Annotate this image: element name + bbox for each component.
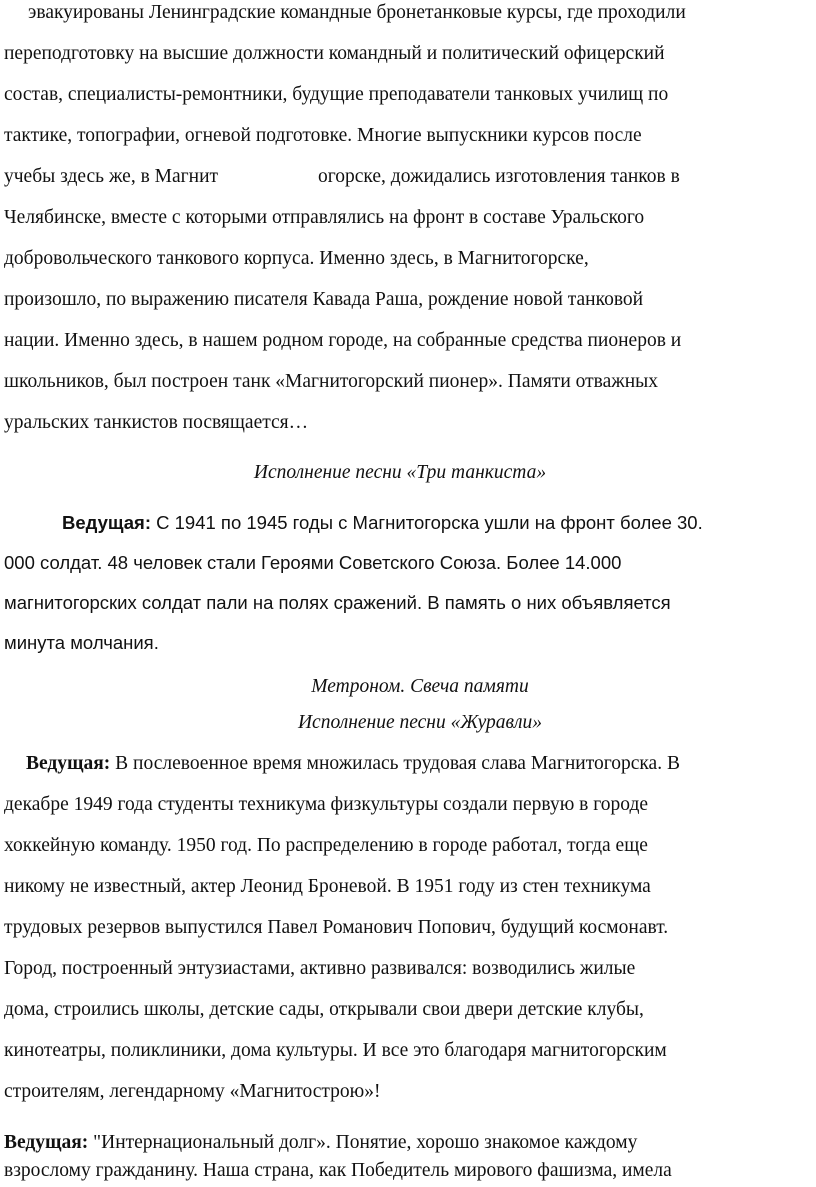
paragraph-line: добровольческого танкового корпуса. Именно здесь, в Магнитогорске, [4,248,589,269]
paragraph-line: дома, строились школы, детские сады, открывали свои двери детские клубы, [4,999,644,1020]
paragraph-line: хоккейную команду. 1950 год. По распределению в городе работал, тогда еще [4,835,648,856]
paragraph-line: огорске, дожидались изготовления танков в [318,166,680,187]
stage-direction-song-1: Исполнение песни «Три танкиста» [253,462,547,483]
paragraph-line: нации. Именно здесь, в нашем родном городе, на собранные средства пионеров и [4,330,682,351]
paragraph-line: уральских танкистов посвящается… [4,412,309,433]
paragraph-line: трудовых резервов выпустился Павел Романович Попович, будущий космонавт. [4,917,669,938]
paragraph-line: 000 солдат. 48 человек стали Героями Советского Союза. Более 14.000 [4,552,622,573]
paragraph-line: никому не известный, актер Леонид Броневой. В 1951 году из стен техникума [4,876,651,897]
speaker-label: Ведущая: [26,753,111,774]
paragraph-line: взрослому гражданину. Наша страна, как Победитель мирового фашизма, имела [4,1160,672,1181]
paragraph-line: учебы здесь же, в Магнит [4,166,219,187]
paragraph-line: школьников, был построен танк «Магнитогорский пионер». Памяти отважных [4,371,659,392]
paragraph-line: состав, специалисты-ремонтники, будущие преподаватели танковых училищ по [4,84,669,105]
paragraph-line: произошло, по выражению писателя Кавада Раша, рождение новой танковой [4,289,644,310]
paragraph-line: тактике, топографии, огневой подготовке. Многие выпускники курсов после [4,125,642,146]
paragraph-line: магнитогорских солдат пали на полях сражений. В память о них объявляется [4,592,671,613]
speaker-label: Ведущая: [62,512,151,533]
paragraph-line: строителям, легендарному «Магнитострою»! [4,1081,381,1102]
paragraph-line: эвакуированы Ленинградские командные бронетанковые курсы, где проходили [28,2,686,23]
stage-direction-metronome: Метроном. Свеча памяти [311,676,529,697]
paragraph-line: кинотеатры, поликлиники, дома культуры. И все это благодаря магнитогорским [4,1040,667,1061]
paragraph-line [62,512,703,534]
paragraph-text: С 1941 по 1945 годы с Магнитогорска ушли на фронт более 30. [151,512,703,533]
paragraph-line: переподготовку на высшие должности командный и политический офицерский [4,43,665,64]
stage-direction-song-2: Исполнение песни «Журавли» [297,712,543,733]
speaker-label: Ведущая: [4,1132,89,1153]
paragraph-text: В послевоенное время множилась трудовая слава Магнитогорска. В [110,753,680,774]
paragraph-line: декабре 1949 года студенты техникума физкультуры создали первую в городе [4,794,649,815]
paragraph-line: минута молчания. [4,632,159,653]
paragraph-line [26,753,680,775]
paragraph-line: Челябинске, вместе с которыми отправлялись на фронт в составе Уральского [4,207,645,228]
paragraph-line: Город, построенный энтузиастами, активно развивался: возводились жилые [4,958,636,979]
paragraph-text: "Интернациональный долг». Понятие, хорошо знакомое каждому [88,1132,638,1153]
paragraph-line [4,1132,637,1154]
